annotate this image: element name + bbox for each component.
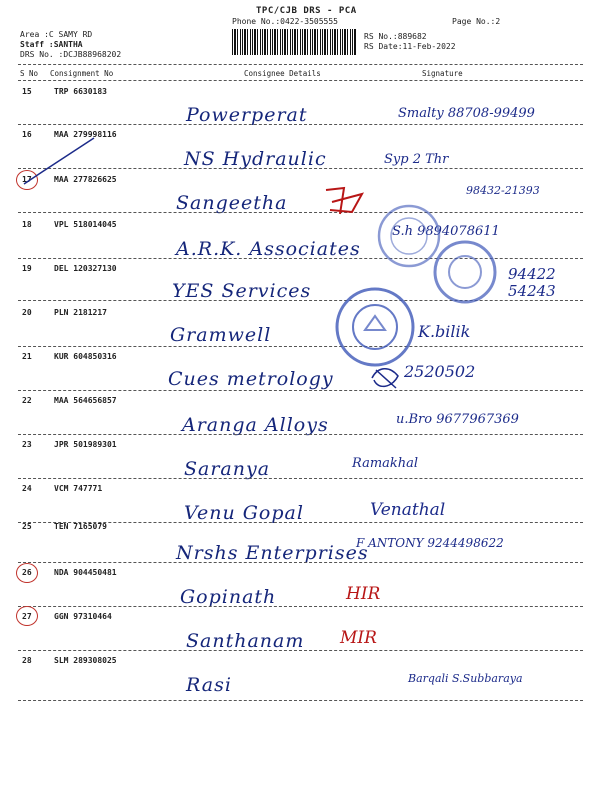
row-consignment: VPL 518014045 xyxy=(54,220,117,229)
row-divider xyxy=(18,650,583,651)
drs-number: DRS No. :DCJB88968202 xyxy=(20,50,122,59)
row-signature: Syp 2 Thr xyxy=(384,152,449,167)
row-signature: S.h 9894078611 xyxy=(392,224,500,239)
row-sno: 17 xyxy=(22,175,32,184)
row-consignment: MAA 564656857 xyxy=(54,396,117,405)
row-sno: 22 xyxy=(22,396,32,405)
red-signature-icon xyxy=(322,184,366,218)
row-consignee: NS Hydraulic xyxy=(184,148,327,170)
row-consignee: Gopinath xyxy=(180,586,277,608)
staff-field: Staff :SANTHA xyxy=(20,40,83,49)
row-divider xyxy=(18,434,583,435)
row-signature: Barqali S.Subbaraya xyxy=(408,672,523,685)
row-signature: u.Bro 9677967369 xyxy=(396,412,519,427)
company-stamp-icon xyxy=(334,286,416,368)
row-consignment: DEL 120327130 xyxy=(54,264,117,273)
row-divider xyxy=(18,562,583,563)
row-sno: 25 xyxy=(22,522,32,531)
row-divider xyxy=(18,700,583,701)
row-sno: 27 xyxy=(22,612,32,621)
row-consignee: YES Services xyxy=(172,280,312,302)
row-divider xyxy=(18,212,583,213)
column-header-sno: S No xyxy=(20,69,39,78)
row-consignment: TEN 7165079 xyxy=(54,522,107,531)
row-divider xyxy=(18,346,583,347)
row-consignee: Rasi xyxy=(186,674,232,696)
row-sno: 28 xyxy=(22,656,32,665)
barcode-icon xyxy=(232,29,356,55)
row-signature: Venathal xyxy=(370,500,446,520)
row-sno: 19 xyxy=(22,264,32,273)
row-consignee: Venu Gopal xyxy=(184,502,304,524)
row-consignment: PLN 2181217 xyxy=(54,308,107,317)
row-consignment: MAA 279998116 xyxy=(54,130,117,139)
row-consignee: A.R.K. Associates xyxy=(176,238,361,260)
row-consignment: MAA 277826625 xyxy=(54,175,117,184)
row-consignee: Santhanam xyxy=(186,630,305,652)
area-field: Area :C SAMY RD xyxy=(20,30,93,39)
row-divider xyxy=(18,124,583,125)
row-consignment: NDA 904450481 xyxy=(54,568,117,577)
row-consignee: Nrshs Enterprises xyxy=(176,542,369,564)
row-consignee: Cues metrology xyxy=(168,368,334,390)
row-divider xyxy=(18,606,583,607)
row-consignment: TRP 6630183 xyxy=(54,87,107,96)
row-divider xyxy=(18,168,583,169)
row-consignment: VCM 747771 xyxy=(54,484,103,493)
row-signature: 98432-21393 xyxy=(466,184,540,197)
row-sno: 24 xyxy=(22,484,32,493)
row-consignee: Powerperat xyxy=(186,104,308,126)
row-sno: 23 xyxy=(22,440,32,449)
row-divider xyxy=(18,390,583,391)
row-signature: K.bilik xyxy=(418,322,471,341)
column-divider xyxy=(18,80,583,81)
row-sno: 26 xyxy=(22,568,32,577)
column-header-signature: Signature xyxy=(422,69,463,78)
phone-number: Phone No.:0422-3505555 xyxy=(232,17,338,26)
row-signature: Smalty 88708-99499 xyxy=(398,106,535,121)
row-signature: 94422 54243 xyxy=(508,265,556,300)
column-header-details: Consignee Details xyxy=(244,69,321,78)
rs-date: RS Date:11-Feb-2022 xyxy=(364,42,456,51)
row-consignee: Sangeetha xyxy=(176,192,288,214)
row-consignee: Saranya xyxy=(184,458,271,480)
row-consignee: Gramwell xyxy=(170,324,272,346)
row-signature: Ramakhal xyxy=(352,456,419,471)
row-consignment: JPR 501989301 xyxy=(54,440,117,449)
row-sno: 16 xyxy=(22,130,32,139)
row-divider xyxy=(18,478,583,479)
scribble-signature-icon xyxy=(368,364,404,392)
row-signature: MIR xyxy=(340,628,377,648)
row-consignment: KUR 604850316 xyxy=(54,352,117,361)
row-consignment: SLM 289308025 xyxy=(54,656,117,665)
row-signature: 2520502 xyxy=(404,362,476,381)
header-divider xyxy=(18,64,583,65)
rs-number: RS No.:889682 xyxy=(364,32,427,41)
row-sno: 20 xyxy=(22,308,32,317)
service-stamp-icon xyxy=(430,240,500,304)
row-signature: F ANTONY 9244498622 xyxy=(356,536,504,550)
row-sno: 18 xyxy=(22,220,32,229)
document-title: TPC/CJB DRS - PCA xyxy=(256,6,357,16)
column-header-consignment: Consignment No xyxy=(50,69,114,78)
row-sno: 21 xyxy=(22,352,32,361)
row-consignee: Aranga Alloys xyxy=(182,414,329,436)
row-sno: 15 xyxy=(22,87,32,96)
row-consignment: GGN 97310464 xyxy=(54,612,112,621)
page-number: Page No.:2 xyxy=(452,17,501,26)
row-signature: HIR xyxy=(346,584,381,604)
tick-mark-icon xyxy=(20,134,100,194)
